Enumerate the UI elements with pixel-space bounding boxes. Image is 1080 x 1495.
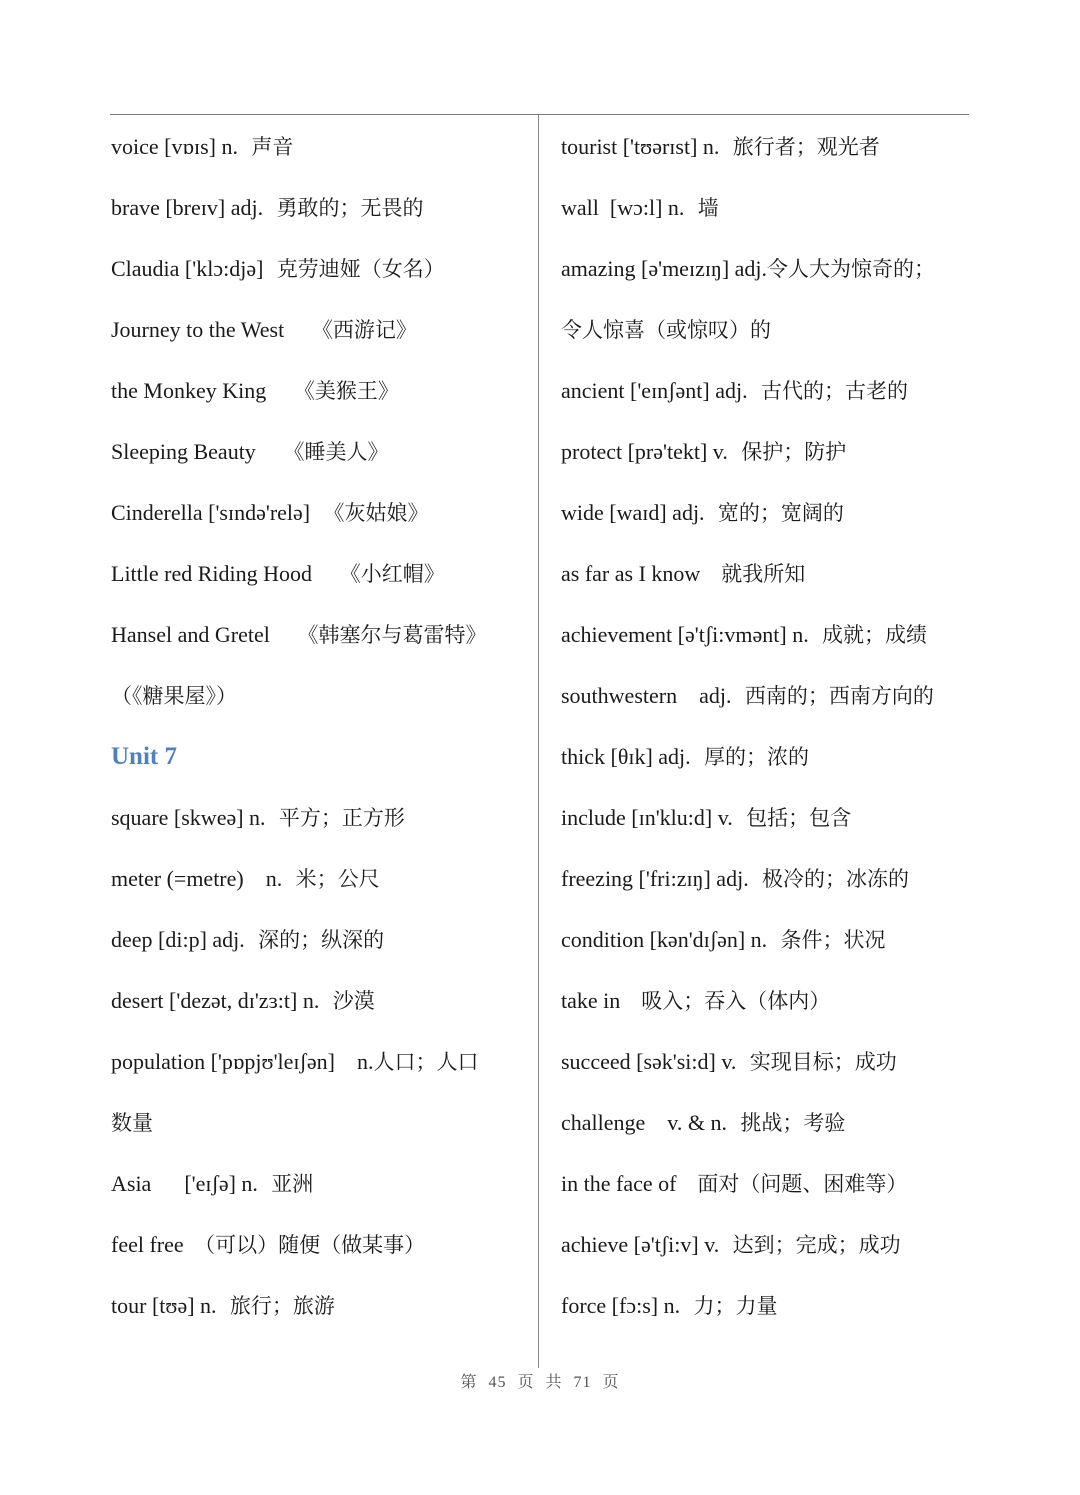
vocab-definition: 《睡美人》: [255, 440, 389, 464]
vocab-definition: 厚的；浓的: [690, 745, 810, 769]
vocab-entry: [111, 1092, 531, 1153]
vocab-term: tourist ['tʊərɪst] n.: [561, 134, 720, 159]
vocab-definition: 亚洲: [257, 1172, 314, 1196]
vocab-term: Little red Riding Hood: [111, 561, 313, 586]
vocab-definition: 力；力量: [680, 1294, 778, 1318]
vocab-entry: [561, 299, 971, 360]
vocab-definition: 就我所知: [700, 562, 806, 586]
vocab-term: achievement [ə'tʃi:vmənt] n.: [561, 622, 809, 647]
right-column: [561, 116, 971, 1336]
left-column: [111, 116, 531, 1336]
vocab-entry: [561, 543, 971, 604]
vocab-term: take in: [561, 988, 621, 1013]
vocab-entry: [561, 1214, 971, 1275]
vocab-term: Asia ['eɪʃə] n.: [111, 1171, 258, 1196]
vocab-definition: 实现目标；成功: [736, 1050, 897, 1074]
vocab-term: the Monkey King: [111, 378, 267, 403]
vocab-entry: [561, 360, 971, 421]
unit-heading: [111, 726, 531, 787]
vocab-entry: [111, 421, 531, 482]
vocab-term: in the face of: [561, 1171, 677, 1196]
vocab-definition: 声音: [237, 135, 294, 159]
vocab-entry: [111, 1275, 531, 1336]
vocab-term: wall [wɔ:l] n.: [561, 195, 685, 220]
vocab-entry: [561, 970, 971, 1031]
vocab-term: force [fɔ:s] n.: [561, 1293, 681, 1318]
vocab-entry: [111, 970, 531, 1031]
vocab-term: meter (=metre) n.: [111, 866, 283, 891]
vocab-entry: [111, 1031, 531, 1092]
vocab-entry: [561, 604, 971, 665]
vocab-term: Sleeping Beauty: [111, 439, 256, 464]
vocab-term: challenge v. & n.: [561, 1110, 727, 1135]
vocab-term: desert ['dezət, dɪ'zɜ:t] n.: [111, 988, 320, 1013]
vocab-entry: [561, 726, 971, 787]
vocab-definition: 包括；包含: [732, 806, 852, 830]
vocab-entry: [111, 1214, 531, 1275]
vocab-definition: 墙: [684, 196, 719, 220]
vocab-definition: 保护；防护: [727, 440, 847, 464]
vocab-definition: 人口；人口: [373, 1050, 479, 1074]
vocab-entry: [561, 177, 971, 238]
vocab-entry: [561, 1092, 971, 1153]
vocab-definition: 西南的；西南方向的: [731, 684, 934, 708]
vocab-entry: [111, 177, 531, 238]
vocab-definition: 面对（问题、困难等）: [676, 1172, 908, 1196]
vocab-entry: [561, 1153, 971, 1214]
vocab-entry: [111, 116, 531, 177]
vocab-definition: 旅行者；观光者: [719, 135, 880, 159]
vocab-entry: [561, 787, 971, 848]
vocab-entry: [111, 299, 531, 360]
vocab-entry: [561, 238, 971, 299]
vocab-term: achieve [ə'tʃi:v] v.: [561, 1232, 720, 1257]
vocab-entry: [561, 116, 971, 177]
vocab-definition: 《灰姑娘》: [310, 501, 429, 525]
vocab-entry: [111, 787, 531, 848]
vocab-definition: 沙漠: [319, 989, 375, 1013]
vocab-definition: 平方；正方形: [265, 806, 405, 830]
vocab-term: ancient ['eɪnʃənt] adj.: [561, 378, 748, 403]
vocab-entry: [111, 543, 531, 604]
vocab-entry: [111, 238, 531, 299]
vocab-entry: [561, 1031, 971, 1092]
vocab-term: southwestern adj.: [561, 683, 732, 708]
vocab-definition: 《西游记》: [284, 318, 417, 342]
vocab-entry: [111, 1153, 531, 1214]
vocab-definition: 《美猴王》: [266, 379, 399, 403]
vocab-entry: [111, 848, 531, 909]
vocab-definition: 古代的；古老的: [747, 379, 908, 403]
vocab-definition: 《韩塞尔与葛雷特》: [269, 623, 487, 647]
page-number-footer: 第 45 页 共 71 页: [460, 1374, 620, 1391]
vocab-entry: [111, 665, 531, 726]
vocab-definition: 数量: [111, 1111, 153, 1135]
vocab-definition: 勇敢的；无畏的: [263, 196, 424, 220]
vocab-term: thick [θɪk] adj.: [561, 744, 691, 769]
unit-heading-text: Unit 7: [111, 743, 177, 770]
vocab-definition: 克劳迪娅（女名）: [263, 257, 445, 281]
vocab-term: as far as I know: [561, 561, 701, 586]
vocab-definition: 挑战；考验: [726, 1111, 846, 1135]
vocab-term: protect [prə'tekt] v.: [561, 439, 728, 464]
vocab-term: population ['pɒpjʊ'leɪʃən] n.: [111, 1049, 374, 1074]
vocab-entry: [561, 848, 971, 909]
vocab-definition: 令人大为惊奇的；: [767, 257, 936, 281]
column-divider: [538, 114, 539, 1368]
vocab-entry: [111, 360, 531, 421]
vocab-entry: [561, 665, 971, 726]
vocab-term: Hansel and Gretel: [111, 622, 270, 647]
vocab-term: succeed [sək'si:d] v.: [561, 1049, 737, 1074]
vocab-term: amazing [ə'meɪzɪŋ] adj.: [561, 256, 768, 281]
vocab-term: include [ɪn'klu:d] v.: [561, 805, 733, 830]
vocab-definition: 米；公尺: [282, 867, 380, 891]
vocab-entry: [561, 909, 971, 970]
vocab-definition: 吸入；吞入（体内）: [620, 989, 831, 1013]
vocab-term: Claudia ['klɔ:djə]: [111, 256, 264, 281]
vocab-term: Journey to the West: [111, 317, 285, 342]
vocab-term: square [skweə] n.: [111, 805, 266, 830]
header-rule: [110, 114, 969, 115]
vocab-entry: [111, 482, 531, 543]
vocab-entry: [561, 482, 971, 543]
vocab-entry: [561, 1275, 971, 1336]
vocab-entry: [111, 909, 531, 970]
vocab-definition: 旅行；旅游: [216, 1294, 335, 1318]
vocab-term: wide [waɪd] adj.: [561, 500, 705, 525]
vocab-definition: 《小红帽》: [312, 562, 445, 586]
vocab-term: tour [tʊə] n.: [111, 1293, 217, 1318]
vocab-definition: 深的；纵深的: [244, 928, 385, 952]
vocab-definition: （《糖果屋》）: [111, 684, 237, 708]
vocab-definition: 令人惊喜（或惊叹）的: [561, 318, 771, 342]
vocab-term: deep [di:p] adj.: [111, 927, 245, 952]
vocab-term: voice [vɒɪs] n.: [111, 134, 238, 159]
vocab-definition: 条件；状况: [767, 928, 886, 952]
vocab-definition: （可以）随便（做某事）: [183, 1233, 426, 1257]
vocab-definition: 宽的；宽阔的: [704, 501, 844, 525]
vocab-term: Cinderella ['sɪndə'relə]: [111, 500, 311, 525]
vocab-entry: [111, 604, 531, 665]
vocab-term: condition [kən'dɪʃən] n.: [561, 927, 768, 952]
vocab-definition: 成就；成绩: [808, 623, 928, 647]
vocab-term: feel free: [111, 1232, 184, 1257]
vocab-definition: 极冷的；冰冻的: [748, 867, 910, 891]
vocab-term: brave [breɪv] adj.: [111, 195, 264, 220]
vocab-definition: 达到；完成；成功: [719, 1233, 901, 1257]
vocab-term: freezing ['fri:zɪŋ] adj.: [561, 866, 749, 891]
vocab-entry: [561, 421, 971, 482]
